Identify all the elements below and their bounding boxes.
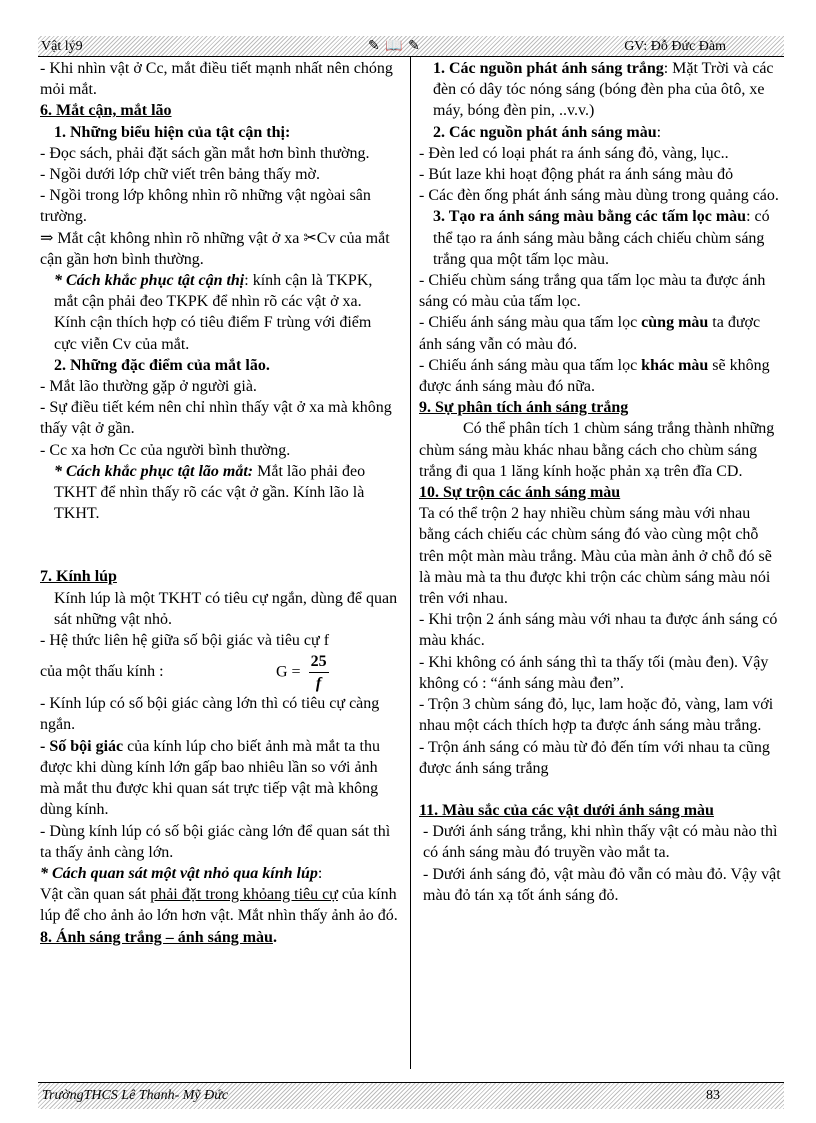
filters-text: : có thể tạo ra ánh sáng màu bằng cách chiếu chùm sáng trắng qua một tấm lọc màu. xyxy=(433,208,770,268)
paragraph xyxy=(40,863,398,884)
paragraph xyxy=(419,355,783,397)
paragraph xyxy=(419,58,783,122)
paragraph: - Dưới ánh sáng đỏ, vật màu đỏ vẫn có màu đỏ. Vậy vật màu đỏ tán xạ tốt ánh sáng đỏ. xyxy=(423,865,781,904)
paragraph: Có thể phân tích 1 chùm sáng trắng thành những chùm sáng màu khác nhau bằng cách cho chùm sáng trắng đi qua 1 lăng kính hoặc phản xạ trên đĩa CD. xyxy=(419,420,775,480)
paragraph xyxy=(419,122,783,143)
colon: : xyxy=(656,123,662,141)
paragraph: - Chiếu chùm sáng trắng qua tấm lọc màu ta được ánh sáng có màu của tấm lọc. xyxy=(419,272,766,311)
page-number: 83 xyxy=(706,1088,720,1103)
different-color-term: khác màu xyxy=(641,356,709,374)
paragraph: - Khi trộn 2 ánh sáng màu với nhau ta được ánh sáng có màu khác. xyxy=(419,611,778,650)
paragraph: - Hệ thức liên hệ giữa số bội giác và tiêu cự f xyxy=(40,632,330,650)
paragraph: - Ngồi trong lớp không nhìn rõ những vật ngòai sân trường. xyxy=(40,187,371,226)
page-footer xyxy=(38,1082,784,1109)
paragraph xyxy=(419,206,783,270)
formula-label: của một thấu kính : xyxy=(40,663,164,681)
fix-myopia-title: * Cách khắc phục tật cận thị xyxy=(54,272,245,290)
column-divider xyxy=(410,57,411,1069)
same-color-term: cùng màu xyxy=(641,314,709,332)
white-light-sources-text: : Mặt Trời và các đèn có dây tóc nóng sáng (bóng đèn pha của ôtô, xe máy, bóng đèn pin, ..v.v.) xyxy=(433,60,774,120)
observe-colon: : xyxy=(317,864,323,882)
paragraph: - Kính lúp có số bội giác càng lớn thì có tiêu cự càng ngắn. xyxy=(40,695,380,734)
paragraph: - Đọc sách, phải đặt sách gần mắt hơn bình thường. xyxy=(40,144,370,162)
paragraph: - Khi không có ánh sáng thì ta thấy tối (màu đen). Vậy không có : “ánh sáng màu đen”. xyxy=(419,653,769,692)
section-heading-10: 10. Sự trộn các ánh sáng màu xyxy=(419,484,621,502)
spacer xyxy=(40,524,398,566)
paragraph xyxy=(40,461,398,525)
book-ornament-icon: ✎ 📖 ✎ xyxy=(368,39,421,54)
subheading-myopia-signs: 1. Những biểu hiện của tật cận thị: xyxy=(54,123,291,141)
subject-label: Vật lý9 xyxy=(41,39,83,54)
paragraph: - Trộn 3 chùm sáng đỏ, lục, lam hoặc đỏ, vàng, lam với nhau một cách thích hợp ta được ánh sáng màu trắng. xyxy=(419,696,774,735)
observe-text-a: Vật cần quan sát xyxy=(40,886,151,904)
subheading-presbyopia: 2. Những đặc điểm của mắt lão. xyxy=(54,356,270,374)
paragraph: Kính lúp là một TKHT có tiêu cự ngắn, dùng để quan sát những vật nhỏ. xyxy=(54,589,398,628)
observe-text-b: của kính lúp để cho ảnh ảo lớn hơn vật. Mắt nhìn thấy ảnh ảo đó. xyxy=(40,886,398,925)
paragraph: - Khi nhìn vật ở Cc, mắt điều tiết mạnh nhất nên chóng mỏi mắt. xyxy=(40,60,393,99)
magnification-term: - Số bội giác xyxy=(40,737,124,755)
text-part: ta được ánh sáng vẫn có màu đó. xyxy=(419,314,761,353)
paragraph: - Đèn led có loại phát ra ánh sáng đỏ, vàng, lục.. xyxy=(419,144,729,162)
fix-presbyopia-title: * Cách khắc phục tật lão mắt: xyxy=(54,462,254,480)
magnification-text: của kính lúp cho biết ảnh mà mắt ta thu được khi dùng kính lớn gấp bao nhiêu lần so với ảnh mà mắt thu được khi quan sát trực tiếp vật mà không dùng kính. xyxy=(40,737,380,819)
formula-lhs: G = xyxy=(276,663,301,681)
paragraph: - Mắt lão thường gặp ở người già. xyxy=(40,378,257,396)
observe-title: * Cách quan sát một vật nhỏ qua kính lúp xyxy=(40,864,318,882)
paragraph xyxy=(40,270,398,312)
section-heading-8: 8. Ánh sáng trắng – ánh sáng màu xyxy=(40,928,273,946)
paragraph: - Dưới ánh sáng trắng, khi nhìn thấy vật có màu nào thì có ánh sáng màu đó truyền vào mắt ta. xyxy=(423,823,778,862)
formula-fraction xyxy=(309,651,329,694)
left-column xyxy=(40,58,398,948)
colored-light-sources-title: 2. Các nguồn phát ánh sáng màu xyxy=(433,123,657,141)
formula-denominator: f xyxy=(315,675,322,693)
heading-dot: . xyxy=(272,928,277,946)
magnification-formula xyxy=(276,651,329,694)
paragraph xyxy=(40,884,398,926)
filters-title: 3. Tạo ra ánh sáng màu bằng các tấm lọc màu xyxy=(433,208,747,226)
fix-myopia-text: : kính cận là TKPK, mắt cận phải đeo TKPK để nhìn rõ các vật ở xa. xyxy=(54,272,373,311)
page-header xyxy=(38,36,784,57)
paragraph xyxy=(40,927,398,948)
text-part: - Chiếu ánh sáng màu qua tấm lọc xyxy=(419,314,642,332)
spacer xyxy=(419,779,783,800)
text-part: sẽ không được ánh sáng màu đó nữa. xyxy=(419,356,770,396)
paragraph: Ta có thể trộn 2 hay nhiều chùm sáng màu với nhau bằng cách chiếu các chùm sáng đó vào cùng một chỗ trên một màn màu trắng. Màu của màn ảnh ở chỗ đó sẽ là màu mà ta thu được khi trộn các chùm sáng màu nói trên với nhau. xyxy=(419,505,772,608)
school-label: TrườngTHCS Lê Thanh- Mỹ Đức xyxy=(42,1088,229,1103)
paragraph xyxy=(40,736,398,821)
white-light-sources-title: 1. Các nguồn phát ánh sáng trắng xyxy=(433,60,664,77)
formula-line xyxy=(40,651,398,693)
fix-presbyopia-text: Mắt lão phải đeo TKHT để nhìn thấy rõ các vật ở gần. Kính lão là TKHT. xyxy=(54,462,366,523)
observe-text-underlined: phải đặt trong khỏang tiêu cự xyxy=(150,886,338,904)
paragraph xyxy=(419,312,783,354)
paragraph: - Dùng kính lúp có số bội giác càng lớn để quan sát thì ta thấy ảnh càng lớn. xyxy=(40,822,391,861)
teacher-label: GV: Đỗ Đức Đàm xyxy=(624,39,726,54)
text-part: - Chiếu ánh sáng màu qua tấm lọc xyxy=(419,356,642,374)
paragraph: - Sự điều tiết kém nên chỉ nhìn thấy vật ở xa mà không thấy vật ở gần. xyxy=(40,399,392,438)
right-column xyxy=(419,58,783,906)
paragraph: - Ngồi dưới lớp chữ viết trên bảng thấy mờ. xyxy=(40,166,321,184)
section-heading-9: 9. Sự phân tích ánh sáng trắng xyxy=(419,399,629,417)
paragraph: ⇒ Mắt cật không nhìn rõ những vật ở xa ✂Cv của mắt cận gần hơn bình thường. xyxy=(40,229,390,268)
paragraph: - Trộn ánh sáng có màu từ đỏ đến tím với nhau ta cũng được ánh sáng trắng xyxy=(419,738,770,777)
section-heading-11: 11. Màu sắc của các vật dưới ánh sáng màu xyxy=(419,801,714,819)
paragraph: - Bút laze khi hoạt động phát ra ánh sáng màu đỏ xyxy=(419,166,734,184)
formula-numerator: 25 xyxy=(309,651,329,673)
paragraph: - Cc xa hơn Cc của người bình thường. xyxy=(40,441,291,459)
section-heading-6: 6. Mắt cận, mắt lão xyxy=(40,102,172,120)
paragraph: Kính cận thích hợp có tiêu điểm F trùng với điểm cực viễn Cv của mắt. xyxy=(54,314,372,353)
section-heading-7: 7. Kính lúp xyxy=(40,568,117,586)
paragraph: - Các đèn ống phát ánh sáng màu dùng trong quảng cáo. xyxy=(419,187,779,205)
